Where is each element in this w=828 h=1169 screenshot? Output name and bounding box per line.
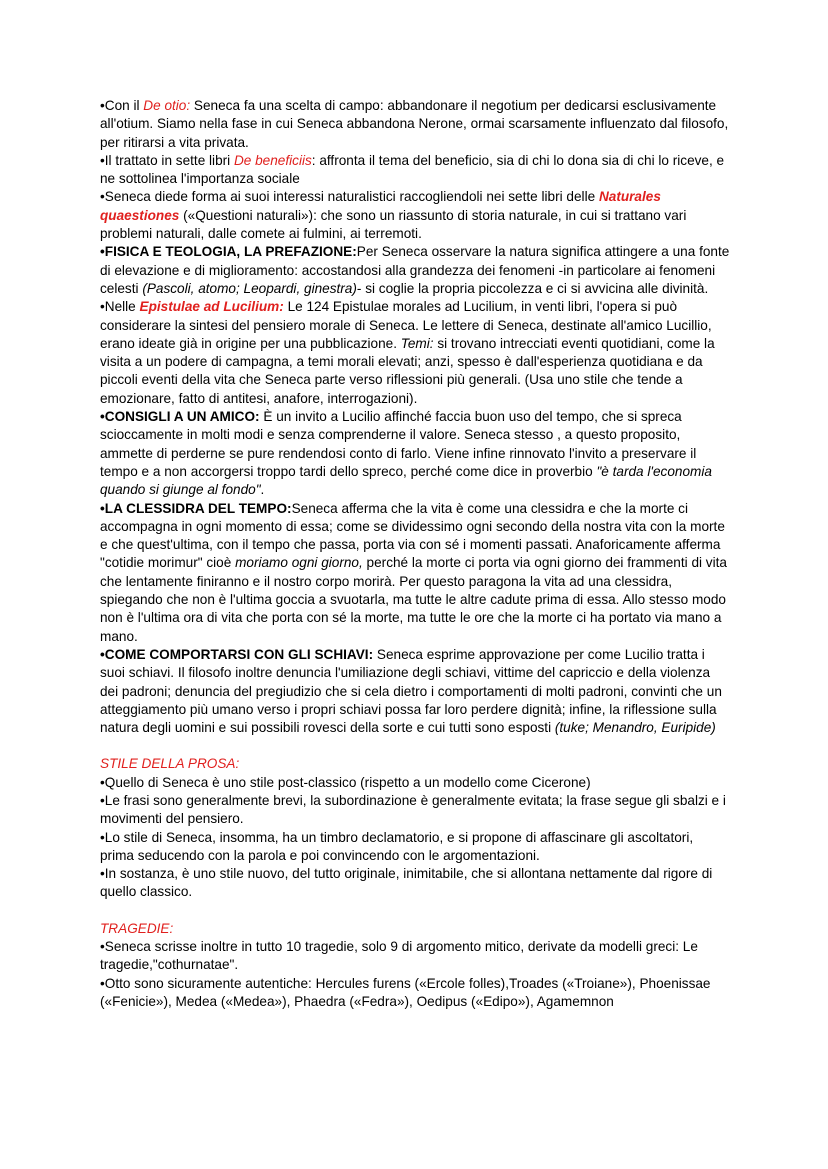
section-heading-fisica: •FISICA E TEOLOGIA, LA PREFAZIONE: — [100, 244, 357, 260]
section-heading-schiavi: •COME COMPORTARSI CON GLI SCHIAVI: — [100, 646, 374, 662]
work-title-epistulae: Epistulae ad Lucilium: — [139, 299, 284, 315]
paragraph-de-beneficiis: •Il trattato in sette libri De beneficiis: affronta il tema del beneficio, sia di chi lo dona sia di chi lo riceve, e ne sottolinea l'importanza sociale — [100, 152, 725, 187]
work-title-naturales-quaestiones: Naturales quaestiones — [100, 189, 661, 223]
list-item: •Seneca scrisse inoltre in tutto 10 tragedie, solo 9 di argomento mitico, derivate da modelli greci: Le tragedie,"cothurnatae". — [100, 939, 698, 973]
paragraph-consigli: •CONSIGLI A UN AMICO: È un invito a Lucilio affinché faccia buon uso del tempo, che si spreca scioccamente in molti modi e senza comprenderne il valore. Seneca stesso , a questo proposito, ammette di perderne se pure rendendosi conto di farlo. Viene infine rinnovato l'invito a preservare il tempo e a non accorgersi troppo tardi dello spreco, perché come dice in proverbio "è tarda l'economia quando si giunge al fondo". — [100, 409, 712, 498]
document-page — [100, 97, 730, 1011]
section-heading-consigli: •CONSIGLI A UN AMICO: — [100, 409, 260, 425]
work-title-de-otio: De otio: — [143, 98, 191, 113]
section-heading-clessidra: •LA CLESSIDRA DEL TEMPO: — [100, 500, 292, 516]
paragraph-clessidra: •LA CLESSIDRA DEL TEMPO:Seneca afferma che la vita è come una clessidra e che la morte ci accompagna in ogni momento di essa; come se dividessimo ogni secondo della nostra vita con la morte e che quest'ultima, con il tempo che passa, porta via con sé i momenti passati. Anaforicamente afferma "cotidie morimur" cioè moriamo ogni giorno, perché la morte ci porta via ogni giorno dei frammenti di vita che lentamente finiranno e il nostro corpo morirà. Per questo paragona la vita ad una clessidra, spiegando che non è l'ultima goccia a svuotarla, ma tutte le altre cadute prima di essa. Allo stesso modo non è l'ultima ora di vita che porta con sé la morte, ma tutte le ore che la morte ci ha portato via mano a mano. — [100, 500, 727, 644]
section-heading-tragedie: TRAGEDIE: — [100, 920, 174, 936]
paragraph-epistulae: •Nelle Epistulae ad Lucilium: Le 124 Epistulae morales ad Lucilium, in venti libri, l'opera si può considerare la sintesi del pensiero morale di Seneca. Le lettere di Seneca, destinate all'amico Lucillio, erano ideate già in origine per una pubblicazione. Temi: si trovano intrecciati eventi quotidiani, come la visita a un podere di campagna, a temi morali elevati; anzi, spesso è dall'esperienza quotidiana e da piccoli eventi della vita che Seneca parte verso riflessioni più generali. (Usa uno stile che tende a emozionare, fatto di antitesi, anafore, interrogazioni). — [100, 299, 715, 406]
list-item: •In sostanza, è uno stile nuovo, del tutto originale, inimitabile, che si allontana nettamente dal rigore di quello classico. — [100, 866, 713, 900]
paragraph-naturales-quaestiones: •Seneca diede forma ai suoi interessi naturalistici raccogliendoli nei sette libri delle Naturales quaestiones («Questioni naturali»): che sono un riassunto di storia naturale, in cui si trattano vari problemi naturali, dalle comete ai fulmini, ai terremoti. — [100, 189, 687, 242]
list-item: •Lo stile di Seneca, insomma, ha un timbro declamatorio, e si propone di affascinare gli ascoltatori, prima seducendo con la parola e poi convincendo con le argomentazioni. — [100, 829, 694, 863]
spacer — [100, 902, 730, 920]
work-title-de-beneficiis: De beneficiis — [233, 152, 312, 168]
paragraph-schiavi: •COME COMPORTARSI CON GLI SCHIAVI: Seneca esprime approvazione per come Lucilio tratta i suoi schiavi. Il filosofo inoltre denuncia l'umiliazione degli schiavi, vittime del capriccio e della violenza dei padroni; denuncia del pregiudizio che si cela dietro i comportamenti di molti padroni, convinti che un atteggiamento più umano verso i propri schiavi possa far loro perdere dignità; infine, la riflessione sulla natura degli uomini e sui possibili rovesci della sorte e cui tutti sono esposti (tuke; Menandro, Euripide) — [100, 646, 722, 736]
list-item: •Otto sono sicuramente autentiche: Hercules furens («Ercole folles),Troades («Troiane»), Phoenissae («Fenicie»), Medea («Medea»), Phaedra («Fedra»), Oedipus («Edipo»), Agamemnon — [100, 975, 711, 1009]
section-heading-stile: STILE DELLA PROSA: — [100, 756, 240, 772]
list-item: •Le frasi sono generalmente brevi, la subordinazione è generalmente evitata; la frase segue gli sbalzi e i movimenti del pensiero. — [100, 792, 726, 827]
spacer — [100, 737, 730, 755]
paragraph-de-otio: •Con il De otio: Seneca fa una scelta di campo: abbandonare il negotium per dedicarsi esclusivamente all'otium. Siamo nella fase in cui Seneca abbandona Nerone, ormai scarsamente influenzato dal filosofo, per ritirarsi a vita privata. — [100, 98, 729, 150]
paragraph-fisica-teologia: •FISICA E TEOLOGIA, LA PREFAZIONE:Per Seneca osservare la natura significa attingere a una fonte di elevazione e di miglioramento: accostandosi alla grandezza dei fenomeni -in particolare ai fenomeni celesti (Pascoli, atomo; Leopardi, ginestra)- si coglie la propria piccolezza e ci si avvicina alle divinità. — [100, 244, 730, 296]
list-item: •Quello di Seneca è uno stile post-classico (rispetto a un modello come Cicerone) — [100, 774, 591, 790]
